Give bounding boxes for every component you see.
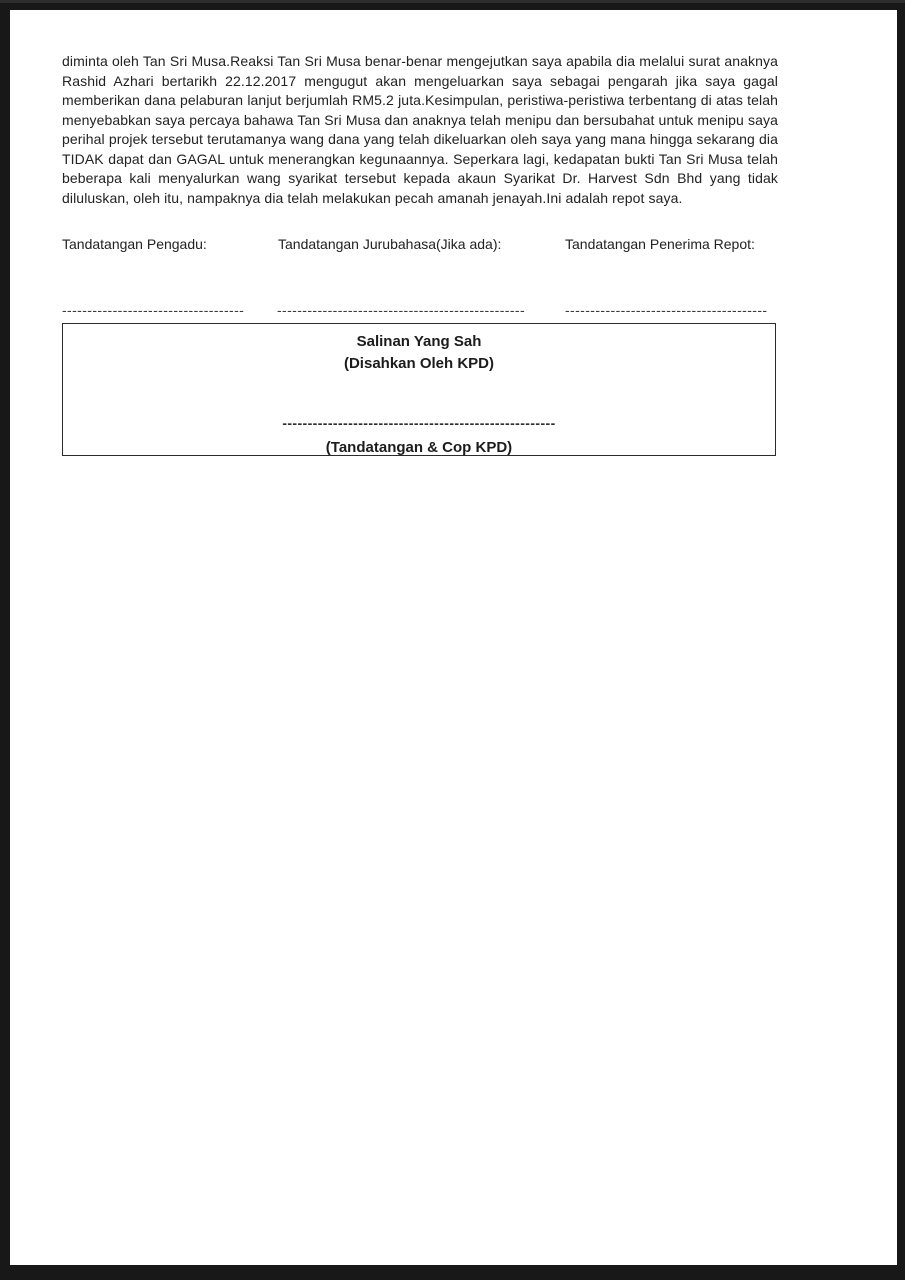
signature-line-penerima-repot: ----------------------------------------: [565, 302, 768, 318]
report-page: [10, 10, 897, 1265]
scan-frame-top-edge: [0, 0, 905, 3]
certification-box: [62, 323, 776, 456]
signature-label-jurubahasa: Tandatangan Jurubahasa(Jika ada):: [278, 236, 502, 252]
certification-subtitle: (Disahkan Oleh KPD): [343, 355, 495, 372]
signature-line-pengadu: ------------------------------------: [62, 302, 245, 318]
signature-line-jurubahasa: -------------------------------------------------: [277, 302, 526, 318]
signature-label-pengadu: Tandatangan Pengadu:: [62, 236, 207, 252]
certification-title: Salinan Yang Sah: [356, 333, 482, 350]
signature-label-penerima-repot: Tandatangan Penerima Repot:: [565, 236, 755, 252]
certification-signature-line: ------------------------------------------------------: [282, 415, 556, 431]
certification-caption: (Tandatangan & Cop KPD): [325, 439, 513, 456]
report-body-paragraph: diminta oleh Tan Sri Musa.Reaksi Tan Sri Musa benar-benar mengejutkan saya apabila dia melalui surat anaknya Rashid Azhari bertarikh 22.12.2017 mengugut akan mengeluarkan saya sebagai pengarah jika saya gagal memberikan dana pelaburan lanjut berjumlah RM5.2 juta.Kesimpulan, peristiwa-peristiwa terbentang di atas telah menyebabkan saya percaya bahawa Tan Sri Musa dan anaknya telah menipu dan bersubahat untuk menipu saya perihal projek tersebut terutamanya wang dana yang telah dikeluarkan oleh saya yang mana hingga sekarang dia TIDAK dapat dan GAGAL untuk menerangkan kegunaannya. Seperkara lagi, kedapatan bukti Tan Sri Musa telah beberapa kali menyalurkan wang syarikat tersebut kepada akaun Syarikat Dr. Harvest Sdn Bhd yang tidak diluluskan, oleh itu, nampaknya dia telah melakukan pecah amanah jenayah.Ini adalah repot saya.: [62, 53, 778, 206]
